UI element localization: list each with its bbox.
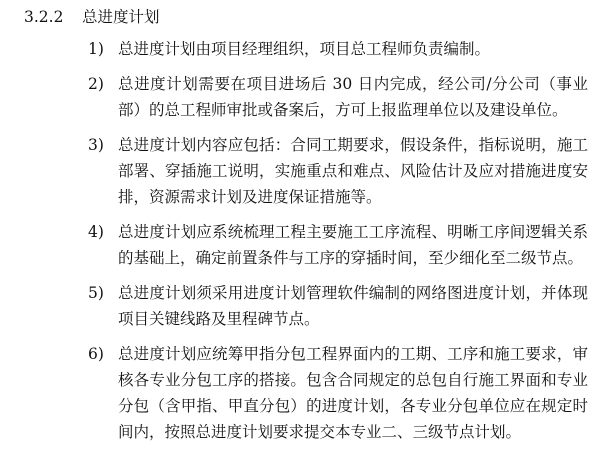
list-item [88, 280, 588, 332]
section-title: 总进度计划 [82, 8, 160, 26]
section-heading [24, 6, 160, 28]
item-text: 总进度计划需要在项目进场后 30 日内完成，经公司/分公司（事业部）的总工程师审批或备案后，方可上报监理单位以及建设单位。 [118, 75, 588, 119]
item-number: 1) [88, 40, 104, 58]
requirements-list [88, 36, 588, 454]
list-item [88, 71, 588, 123]
item-text: 总进度计划内容应包括：合同工期要求，假设条件，指标说明，施工部署、穿插施工说明，实施重点和难点、风险估计及应对措施进度安排，资源需求计划及进度保证措施等。 [118, 136, 588, 206]
list-item [88, 341, 588, 445]
item-text: 总进度计划由项目经理组织，项目总工程师负责编制。 [118, 40, 491, 58]
item-text: 总进度计划应统筹甲指分包工程界面内的工期、工序和施工要求，审核各专业分包工序的搭接。包含合同规定的总包自行施工界面和专业分包（含甲指、甲直分包）的进度计划，各专业分包单位应在规定时间内，按照总进度计划要求提交本专业二、三级节点计划。 [118, 345, 588, 441]
section-number: 3.2.2 [24, 8, 64, 26]
item-number: 6) [88, 345, 104, 363]
item-text: 总进度计划应系统梳理工程主要施工工序流程、明晰工序间逻辑关系的基础上，确定前置条件与工序的穿插时间，至少细化至二级节点。 [118, 223, 588, 267]
item-number: 5) [88, 284, 104, 302]
item-text: 总进度计划须采用进度计划管理软件编制的网络图进度计划，并体现项目关键线路及里程碑节点。 [118, 284, 588, 328]
list-item [88, 219, 588, 271]
item-number: 3) [88, 136, 104, 154]
item-number: 2) [88, 75, 104, 93]
item-number: 4) [88, 223, 104, 241]
list-item [88, 132, 588, 210]
list-item [88, 36, 588, 62]
